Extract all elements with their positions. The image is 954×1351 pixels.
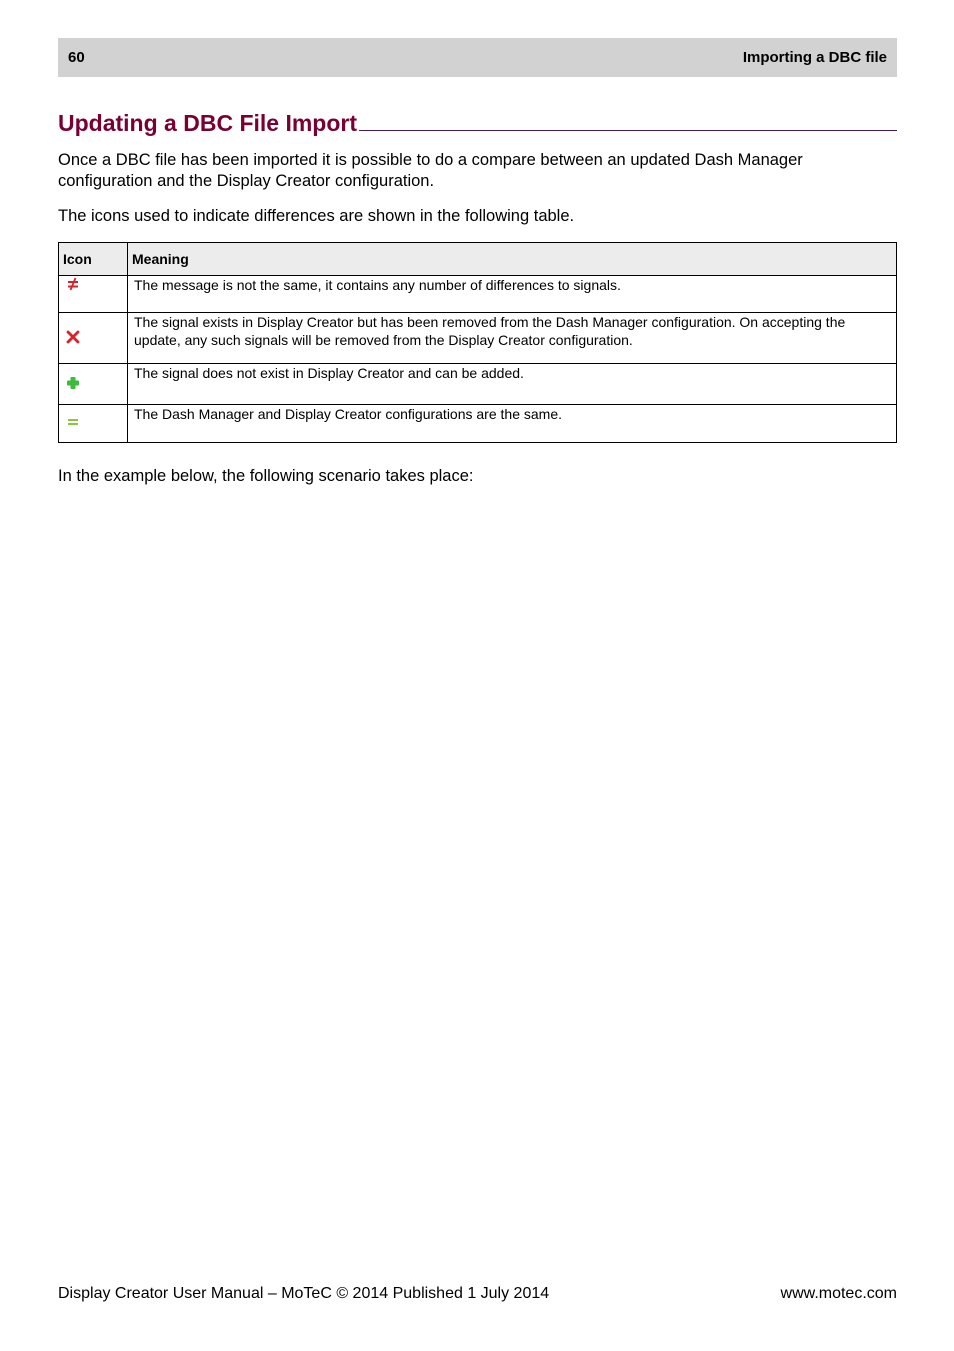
- page-footer: [58, 1284, 897, 1304]
- icon-cell: [59, 364, 128, 405]
- meaning-cell: The message is not the same, it contains any number of differences to signals.: [128, 276, 897, 313]
- page-header: [58, 38, 897, 77]
- title-rule: [359, 130, 897, 131]
- footer-website-link[interactable]: www.motec.com: [780, 1285, 897, 1302]
- meaning-column-header: Meaning: [128, 243, 897, 276]
- table-row: [59, 313, 897, 364]
- page-number: 60: [68, 49, 85, 66]
- difference-icons-table: [58, 242, 897, 443]
- icon-cell: [59, 313, 128, 364]
- not-equal-icon: [65, 276, 81, 292]
- equals-icon: [65, 414, 81, 430]
- example-paragraph: In the example below, the following scenario takes place:: [58, 467, 474, 485]
- plus-icon: [65, 375, 81, 391]
- icon-cell: [59, 405, 128, 443]
- table-row: [59, 405, 897, 443]
- cross-icon: [65, 329, 81, 345]
- icon-cell: [59, 276, 128, 313]
- icon-column-header: Icon: [59, 243, 128, 276]
- meaning-cell: The signal exists in Display Creator but has been removed from the Dash Manager configuration. On accepting the update, any such signals will be removed from the Display Creator configuration.: [128, 313, 897, 364]
- table-header-row: [59, 243, 897, 276]
- intro-paragraph: Once a DBC file has been imported it is possible to do a compare between an updated Dash Manager configuration and the Display Creator configuration.: [58, 151, 803, 190]
- meaning-cell: The signal does not exist in Display Creator and can be added.: [128, 364, 897, 405]
- table-row: [59, 364, 897, 405]
- table-row: [59, 276, 897, 313]
- section-title: Updating a DBC File Import: [58, 110, 357, 136]
- section-heading: [58, 108, 897, 138]
- meaning-cell: The Dash Manager and Display Creator configurations are the same.: [128, 405, 897, 443]
- footer-copyright: Display Creator User Manual – MoTeC © 2014 Published 1 July 2014: [58, 1285, 550, 1302]
- icons-note-paragraph: The icons used to indicate differences are shown in the following table.: [58, 207, 575, 225]
- chapter-title: Importing a DBC file: [742, 49, 887, 66]
